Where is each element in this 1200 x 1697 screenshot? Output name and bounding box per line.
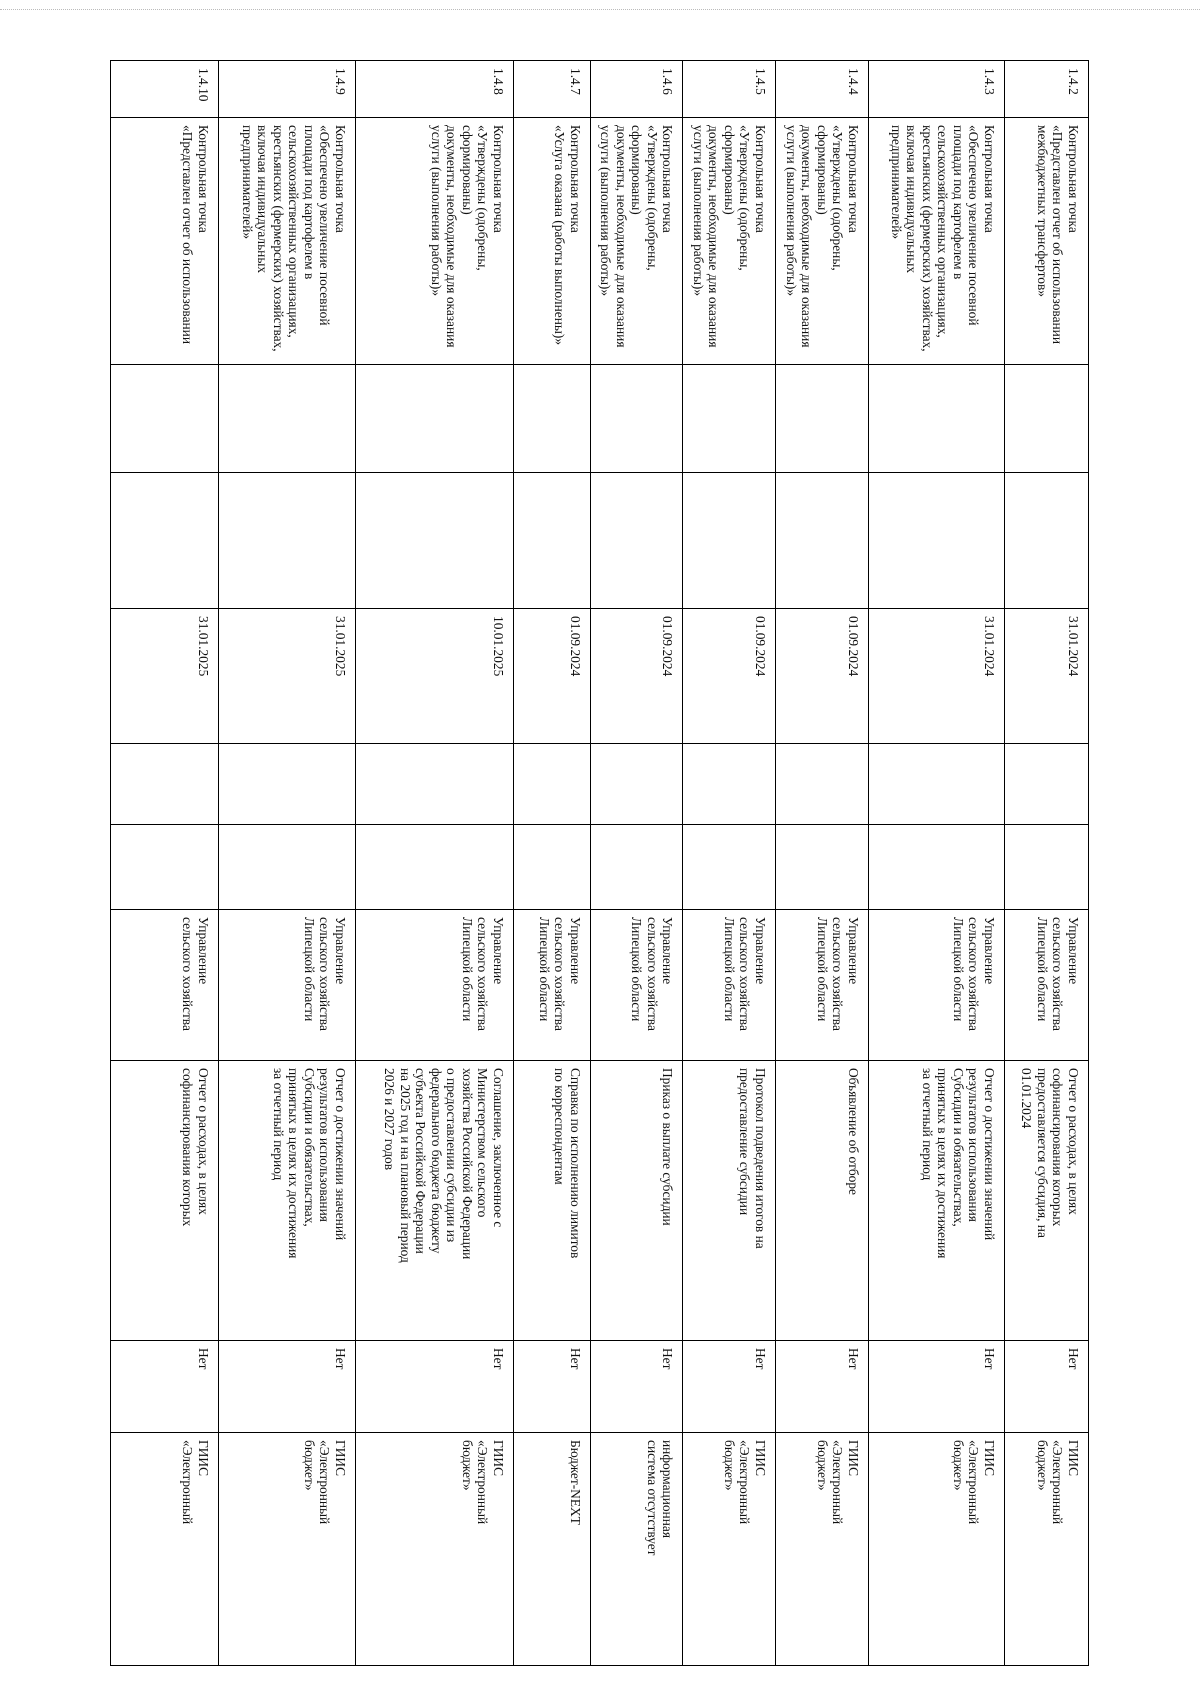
- empty-cell: [869, 473, 1005, 609]
- system-cell: ГИИС «Электронный бюджет»: [219, 1433, 356, 1666]
- executor-cell: Управление сельского хозяйства Липецкой области: [869, 910, 1005, 1061]
- empty-cell: [219, 473, 356, 609]
- document-cell: Отчет о достижении значений результатов использования Субсидии и обязательствах, принятых в целях их достижения за отчетный период: [219, 1061, 356, 1341]
- system-cell: ГИИС «Электронный бюджет»: [356, 1433, 514, 1666]
- control-point-name: Контрольная точка «Представлен отчет об использовании межбюджетных трансфертов»: [1005, 118, 1089, 365]
- executor-cell: Управление сельского хозяйства Липецкой области: [683, 910, 776, 1061]
- control-point-name: Контрольная точка «Представлен отчет об использовании: [111, 118, 219, 365]
- empty-cell: [683, 744, 776, 825]
- system-cell: Бюджет-NEXT: [514, 1433, 591, 1666]
- empty-cell: [111, 365, 219, 473]
- executor-cell: Управление сельского хозяйства Липецкой области: [1005, 910, 1089, 1061]
- empty-cell: [1005, 365, 1089, 473]
- date-cell: 31.01.2024: [869, 609, 1005, 744]
- row-number: 1.4.4: [776, 61, 869, 118]
- control-point-name: Контрольная точка «Утверждены (одобрены, сформированы) документы, необходимые для оказания услуги (выполнения работы)»: [591, 118, 684, 365]
- empty-cell: [683, 473, 776, 609]
- flag-cell: Нет: [1005, 1341, 1089, 1433]
- document-cell: Отчет о расходах, в целях софинансирования которых предоставляется субсидия, на 01.01.2024: [1005, 1061, 1089, 1341]
- date-cell: 01.09.2024: [514, 609, 591, 744]
- document-cell: Приказ о выплате субсидии: [591, 1061, 684, 1341]
- empty-cell: [514, 744, 591, 825]
- row-number: 1.4.6: [591, 61, 684, 118]
- empty-cell: [514, 473, 591, 609]
- empty-cell: [356, 825, 514, 910]
- document-cell: Отчет о расходах, в целях софинансирования которых: [111, 1061, 219, 1341]
- table-row: [1005, 61, 1089, 1666]
- row-number: 1.4.10: [111, 61, 219, 118]
- table-row: [356, 61, 514, 1666]
- date-cell: 10.01.2025: [356, 609, 514, 744]
- system-cell: ГИИС «Электронный бюджет»: [683, 1433, 776, 1666]
- empty-cell: [219, 825, 356, 910]
- row-number: 1.4.9: [219, 61, 356, 118]
- empty-cell: [683, 825, 776, 910]
- row-number: 1.4.3: [869, 61, 1005, 118]
- empty-cell: [869, 365, 1005, 473]
- table-row: [683, 61, 776, 1666]
- table-row: [219, 61, 356, 1666]
- date-cell: 31.01.2024: [1005, 609, 1089, 744]
- flag-cell: Нет: [776, 1341, 869, 1433]
- control-point-name: Контрольная точка «Утверждены (одобрены, сформированы) документы, необходимые для оказания услуги (выполнения работы)»: [776, 118, 869, 365]
- system-cell: ГИИС «Электронный бюджет»: [1005, 1433, 1089, 1666]
- control-point-name: Контрольная точка «Утверждены (одобрены, сформированы) документы, необходимые для оказания услуги (выполнения работы)»: [356, 118, 514, 365]
- row-number: 1.4.8: [356, 61, 514, 118]
- control-point-name: Контрольная точка «Утверждены (одобрены, сформированы) документы, необходимые для оказания услуги (выполнения работы)»: [683, 118, 776, 365]
- date-cell: 01.09.2024: [683, 609, 776, 744]
- row-number: 1.4.7: [514, 61, 591, 118]
- document-cell: Объявление об отборе: [776, 1061, 869, 1341]
- empty-cell: [111, 473, 219, 609]
- system-cell: ГИИС «Электронный бюджет»: [776, 1433, 869, 1666]
- date-cell: 31.01.2025: [111, 609, 219, 744]
- system-cell: ГИИС «Электронный: [111, 1433, 219, 1666]
- table-row: [776, 61, 869, 1666]
- date-cell: 01.09.2024: [776, 609, 869, 744]
- control-point-name: Контрольная точка «Обеспечено увеличение посевной площади под картофелем в сельскохозяйственных организациях, крестьянских (фермерских) хозяйствах, включая индивидуальных предпринимателей»: [869, 118, 1005, 365]
- empty-cell: [869, 825, 1005, 910]
- executor-cell: Управление сельского хозяйства Липецкой области: [776, 910, 869, 1061]
- executor-cell: Управление сельского хозяйства Липецкой области: [514, 910, 591, 1061]
- table-row: [869, 61, 1005, 1666]
- date-cell: 31.01.2025: [219, 609, 356, 744]
- empty-cell: [776, 365, 869, 473]
- date-cell: 01.09.2024: [591, 609, 684, 744]
- executor-cell: Управление сельского хозяйства Липецкой области: [591, 910, 684, 1061]
- empty-cell: [869, 744, 1005, 825]
- empty-cell: [591, 365, 684, 473]
- document-cell: Справка по исполнению лимитов по корреспондентам: [514, 1061, 591, 1341]
- empty-cell: [591, 473, 684, 609]
- table-row: [514, 61, 591, 1666]
- executor-cell: Управление сельского хозяйства: [111, 910, 219, 1061]
- row-number: 1.4.2: [1005, 61, 1089, 118]
- empty-cell: [356, 744, 514, 825]
- empty-cell: [591, 744, 684, 825]
- empty-cell: [683, 365, 776, 473]
- document-cell: Соглашение, заключенное с Министерством сельского хозяйства Российской Федерации о предоставлении субсидии из федерального бюджета бюджету субъекта Российской Федерации на 2025 год и на плановый период 2026 и 2027 годов: [356, 1061, 514, 1341]
- empty-cell: [1005, 473, 1089, 609]
- empty-cell: [111, 825, 219, 910]
- empty-cell: [356, 365, 514, 473]
- control-point-name: Контрольная точка «Услуга оказана (работы выполнены)»: [514, 118, 591, 365]
- empty-cell: [1005, 744, 1089, 825]
- empty-cell: [219, 365, 356, 473]
- document-cell: Отчет о достижении значений результатов использования Субсидии и обязательствах, принятых в целях их достижения за отчетный период: [869, 1061, 1005, 1341]
- empty-cell: [1005, 825, 1089, 910]
- empty-cell: [356, 473, 514, 609]
- row-number: 1.4.5: [683, 61, 776, 118]
- flag-cell: Нет: [683, 1341, 776, 1433]
- document-cell: Протокол подведения итогов на предоставление субсидии: [683, 1061, 776, 1341]
- empty-cell: [219, 744, 356, 825]
- empty-cell: [776, 473, 869, 609]
- table-row: [111, 61, 219, 1666]
- empty-cell: [776, 744, 869, 825]
- system-cell: ГИИС «Электронный бюджет»: [869, 1433, 1005, 1666]
- control-point-name: Контрольная точка «Обеспечено увеличение посевной площади под картофелем в сельскохозяйственных организациях, крестьянских (фермерских) хозяйствах, включая индивидуальных предпринимателей»: [219, 118, 356, 365]
- rotated-table-wrapper: [119, 60, 1089, 1665]
- flag-cell: Нет: [514, 1341, 591, 1433]
- system-cell: информационная система отсутствует: [591, 1433, 684, 1666]
- executor-cell: Управление сельского хозяйства Липецкой области: [356, 910, 514, 1061]
- flag-cell: Нет: [219, 1341, 356, 1433]
- empty-cell: [111, 744, 219, 825]
- control-points-table: [110, 60, 1089, 1666]
- flag-cell: Нет: [869, 1341, 1005, 1433]
- flag-cell: Нет: [356, 1341, 514, 1433]
- empty-cell: [591, 825, 684, 910]
- executor-cell: Управление сельского хозяйства Липецкой области: [219, 910, 356, 1061]
- table-row: [591, 61, 684, 1666]
- flag-cell: Нет: [591, 1341, 684, 1433]
- empty-cell: [514, 365, 591, 473]
- empty-cell: [514, 825, 591, 910]
- flag-cell: Нет: [111, 1341, 219, 1433]
- empty-cell: [776, 825, 869, 910]
